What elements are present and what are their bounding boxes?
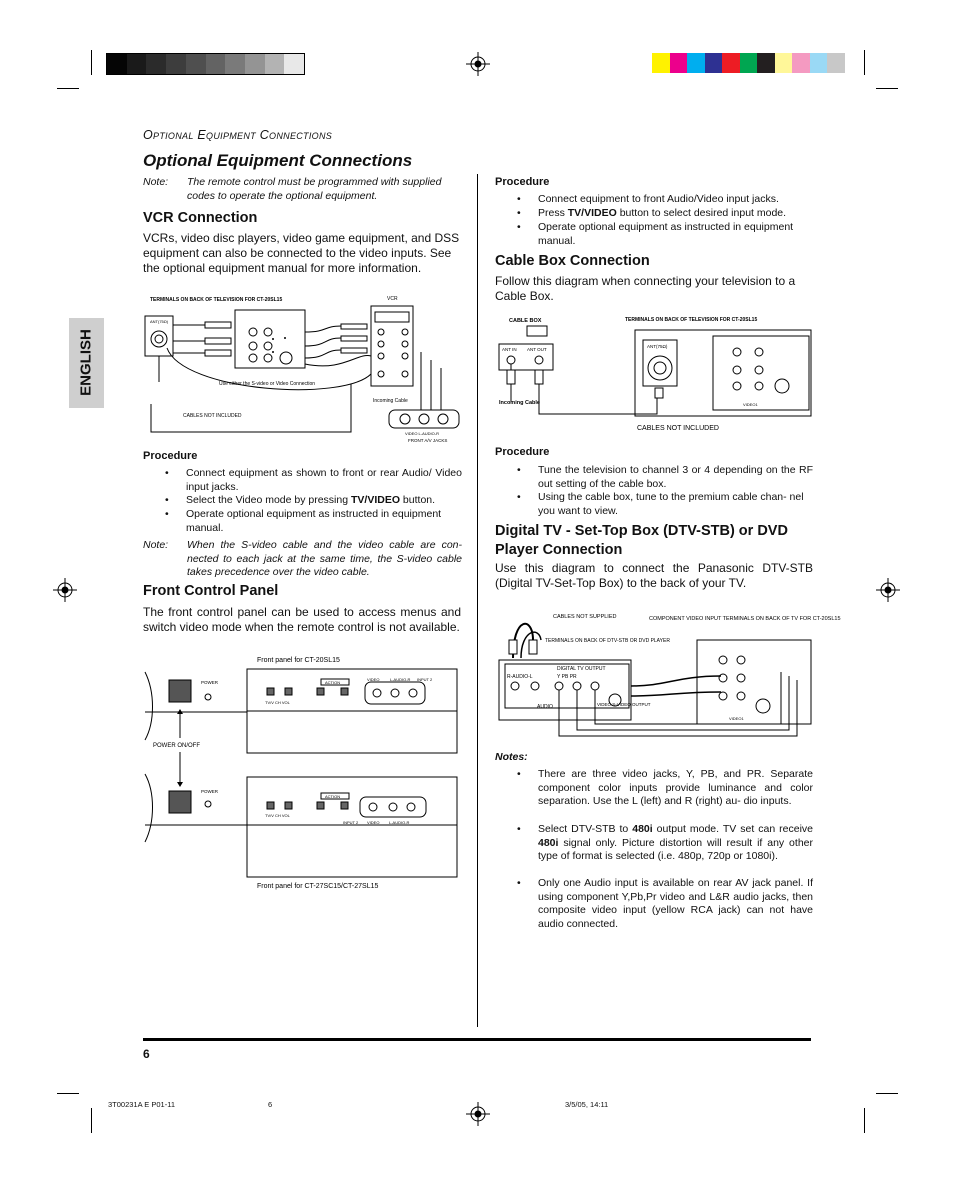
vcr-label: VCR — [387, 296, 398, 302]
right-procedure-heading: Procedure — [495, 176, 550, 188]
gray-swatch — [284, 54, 304, 74]
svg-text:POWER: POWER — [201, 789, 219, 794]
svg-text:VIDEO1: VIDEO1 — [743, 402, 758, 407]
color-swatch — [722, 53, 740, 73]
crop-mark — [57, 88, 79, 89]
crop-mark — [91, 1108, 92, 1133]
cable-procedure-item: • Using the cable box, tune to the premium cable chan- nel you want to view. — [517, 491, 804, 517]
color-swatch — [705, 53, 723, 73]
crop-mark — [876, 1093, 898, 1094]
gray-swatch — [186, 54, 206, 74]
incoming-cable-label: Incoming Cable — [373, 398, 408, 404]
note-item: • Select DTV-STB to 480i output mode. TV set can receive 480i signal only. Picture distortion will result if any other type of format is selected (i.e. 480p, 720p or 1080i). — [517, 823, 814, 862]
footer-rule — [143, 1038, 811, 1041]
crop-mark — [91, 50, 92, 75]
cable-procedure-item: • Tune the television to channel 3 or 4 depending on the RF out setting of the cable box. — [517, 464, 813, 490]
front-panel-body: The front control panel can be used to access menus and switch video mode when the remote control is not available. — [143, 605, 461, 634]
color-swatch — [670, 53, 688, 73]
registration-mark-icon — [53, 578, 77, 602]
front-jack-labels: VIDEO L-AUDIO-R — [405, 431, 440, 436]
svg-text:INPUT 2: INPUT 2 — [343, 820, 359, 825]
svg-text:VIDEO: VIDEO — [367, 820, 380, 825]
dtv-connection-diagram — [497, 606, 841, 746]
svg-text:Y PB PR: Y PB PR — [557, 674, 577, 680]
svideo-note: Use either the S-video or Video Connection — [219, 381, 316, 387]
color-swatch — [792, 53, 810, 73]
svg-text:VIDEO S-VIDEO OUTPUT: VIDEO S-VIDEO OUTPUT — [597, 702, 651, 707]
dtv-body: Use this diagram to connect the Panasonic DTV-STB (Digital TV-Set-Top Box) to the back of your TV. — [495, 561, 813, 590]
print-date: 3/5/05, 14:11 — [565, 1100, 609, 1109]
svg-text:VIDEO1: VIDEO1 — [729, 716, 744, 721]
svg-text:INPUT 2: INPUT 2 — [417, 677, 433, 682]
crop-mark — [864, 1108, 865, 1133]
svg-text:ACTION: ACTION — [325, 680, 341, 685]
svg-text:ANT OUT: ANT OUT — [527, 347, 547, 352]
note-item: • Only one Audio input is available on rear AV jack panel. If using component Y,Pb,Pr video and L&R audio jacks, then composite video input (yellow RCA jack) can not have audio connected. — [517, 877, 813, 930]
svg-text:L-AUDIO-R: L-AUDIO-R — [389, 820, 410, 825]
note-label: Note: — [143, 176, 169, 188]
vcr-note-label: Note: — [143, 539, 169, 551]
vcr-procedure-item: • Operate optional equipment as instructed in equipment manual. — [165, 508, 442, 534]
crop-mark — [876, 88, 898, 89]
cable-procedure-heading: Procedure — [495, 446, 550, 458]
front-panel-heading: Front Control Panel — [143, 583, 279, 599]
ant-label: ANT(75Ω) — [150, 319, 169, 324]
vcr-body: VCRs, video disc players, video game equipment, and DSS equipment can also be connected to the video inputs. See the optional equipment manual for more information. — [143, 231, 460, 275]
note-text: The remote control must be programmed with supplied codes to operate the optional equipment. — [187, 176, 442, 202]
registration-mark-icon — [876, 578, 900, 602]
page-title: Optional Equipment Connections — [143, 151, 413, 170]
page-number: 6 — [143, 1047, 150, 1061]
gray-swatch — [146, 54, 166, 74]
footer-page-num: 6 — [268, 1100, 273, 1109]
doc-code: 3T00231A E P01-11 — [108, 1100, 175, 1109]
vcr-procedure-item: • Connect equipment as shown to front or rear Audio/ Video input jacks. — [165, 467, 462, 493]
process-color-bar — [652, 53, 845, 73]
svg-text:COMPONENT VIDEO INPUT TERMINAL: COMPONENT VIDEO INPUT TERMINALS ON BACK OF TV FOR CT-20SL15 — [649, 616, 841, 622]
color-swatch — [775, 53, 793, 73]
gray-swatch — [265, 54, 285, 74]
right-procedure-item: • Operate optional equipment as instructed in equipment manual. — [517, 221, 794, 247]
gray-swatch — [166, 54, 186, 74]
color-swatch — [687, 53, 705, 73]
color-swatch — [740, 53, 758, 73]
language-tab — [69, 318, 104, 408]
right-procedure-item: • Press TV/VIDEO button to select desired input mode. — [517, 207, 787, 219]
registration-mark-icon — [466, 1102, 490, 1126]
svg-text:L-AUDIO-R: L-AUDIO-R — [390, 677, 411, 682]
column-divider — [477, 174, 478, 1027]
right-procedure-item: • Connect equipment to front Audio/Video input jacks. — [517, 193, 779, 205]
svg-text:POWER: POWER — [201, 680, 219, 685]
cable-box-body: Follow this diagram when connecting your television to a Cable Box. — [495, 274, 796, 303]
vcr-procedure-item: • Select the Video mode by pressing TV/VIDEO button. — [165, 494, 436, 506]
language-tab-label: ENGLISH — [77, 329, 95, 396]
vcr-terminals-label: TERMINALS ON BACK OF TELEVISION FOR CT-20SL15 — [150, 297, 283, 303]
section-label: Optional Equipment Connections — [143, 128, 333, 142]
svg-text:ANT(75Ω): ANT(75Ω) — [647, 344, 668, 349]
svg-text:DIGITAL TV OUTPUT: DIGITAL TV OUTPUT — [557, 666, 606, 672]
svg-text:AUDIO: AUDIO — [537, 704, 553, 710]
svg-text:ANT IN: ANT IN — [502, 347, 517, 352]
gray-swatch — [127, 54, 147, 74]
gray-color-bar — [106, 53, 305, 75]
vcr-connection-diagram — [143, 292, 463, 444]
note-item: • There are three video jacks, Y, PB, and PR. Separate component color inputs provide luminance and color separation. Use the L (left) and R (right) au- dio inputs. — [517, 768, 813, 807]
cable-terminals-label: TERMINALS ON BACK OF TELEVISION FOR CT-20SL15 — [625, 317, 758, 323]
front-panel-top-caption: Front panel for CT-20SL15 — [257, 657, 340, 664]
svg-text:CABLES NOT SUPPLIED: CABLES NOT SUPPLIED — [553, 614, 617, 620]
dtv-heading: Digital TV - Set-Top Box (DTV-STB) or DVD Player Connection — [495, 523, 788, 558]
crop-mark — [864, 50, 865, 75]
cable-box-label: CABLE BOX — [509, 318, 542, 324]
gray-swatch — [206, 54, 226, 74]
color-swatch — [827, 53, 845, 73]
crop-mark — [57, 1093, 79, 1094]
cables-not-included: CABLES NOT INCLUDED — [183, 413, 242, 419]
svg-text:TERMINALS ON BACK OF DTV-STB O: TERMINALS ON BACK OF DTV-STB OR DVD PLAYER — [545, 638, 670, 644]
notes-heading: Notes: — [495, 751, 528, 763]
front-panel-bottom-caption: Front panel for CT-27SC15/CT-27SL15 — [257, 883, 379, 890]
svg-text:VIDEO: VIDEO — [367, 677, 380, 682]
front-panel-diagram — [145, 652, 459, 892]
gray-swatch — [225, 54, 245, 74]
cable-box-heading: Cable Box Connection — [495, 253, 650, 269]
power-onoff-label: POWER ON/OFF — [153, 743, 200, 749]
gray-swatch — [245, 54, 265, 74]
cable-box-diagram — [497, 312, 813, 436]
color-swatch — [652, 53, 670, 73]
color-swatch — [810, 53, 828, 73]
color-swatch — [757, 53, 775, 73]
front-av-jacks-label: FRONT A/V JACKS — [408, 438, 448, 443]
svg-text:TV/V CH VOL: TV/V CH VOL — [265, 813, 290, 818]
registration-mark-icon — [466, 52, 490, 76]
svg-text:R-AUDIO-L: R-AUDIO-L — [507, 674, 533, 680]
cables-not-included-2: CABLES NOT INCLUDED — [637, 425, 719, 432]
vcr-procedure-heading: Procedure — [143, 450, 198, 462]
svg-text:TV/V CH VOL: TV/V CH VOL — [265, 700, 290, 705]
vcr-heading: VCR Connection — [143, 210, 258, 226]
vcr-note-text: When the S-video cable and the video cable are con- nected to each jack at the same time, the S-video cable takes precedence over the video cable. — [187, 539, 462, 578]
svg-text:Incoming Cable: Incoming Cable — [499, 400, 540, 406]
gray-swatch — [107, 54, 127, 74]
svg-text:ACTION: ACTION — [325, 794, 341, 799]
